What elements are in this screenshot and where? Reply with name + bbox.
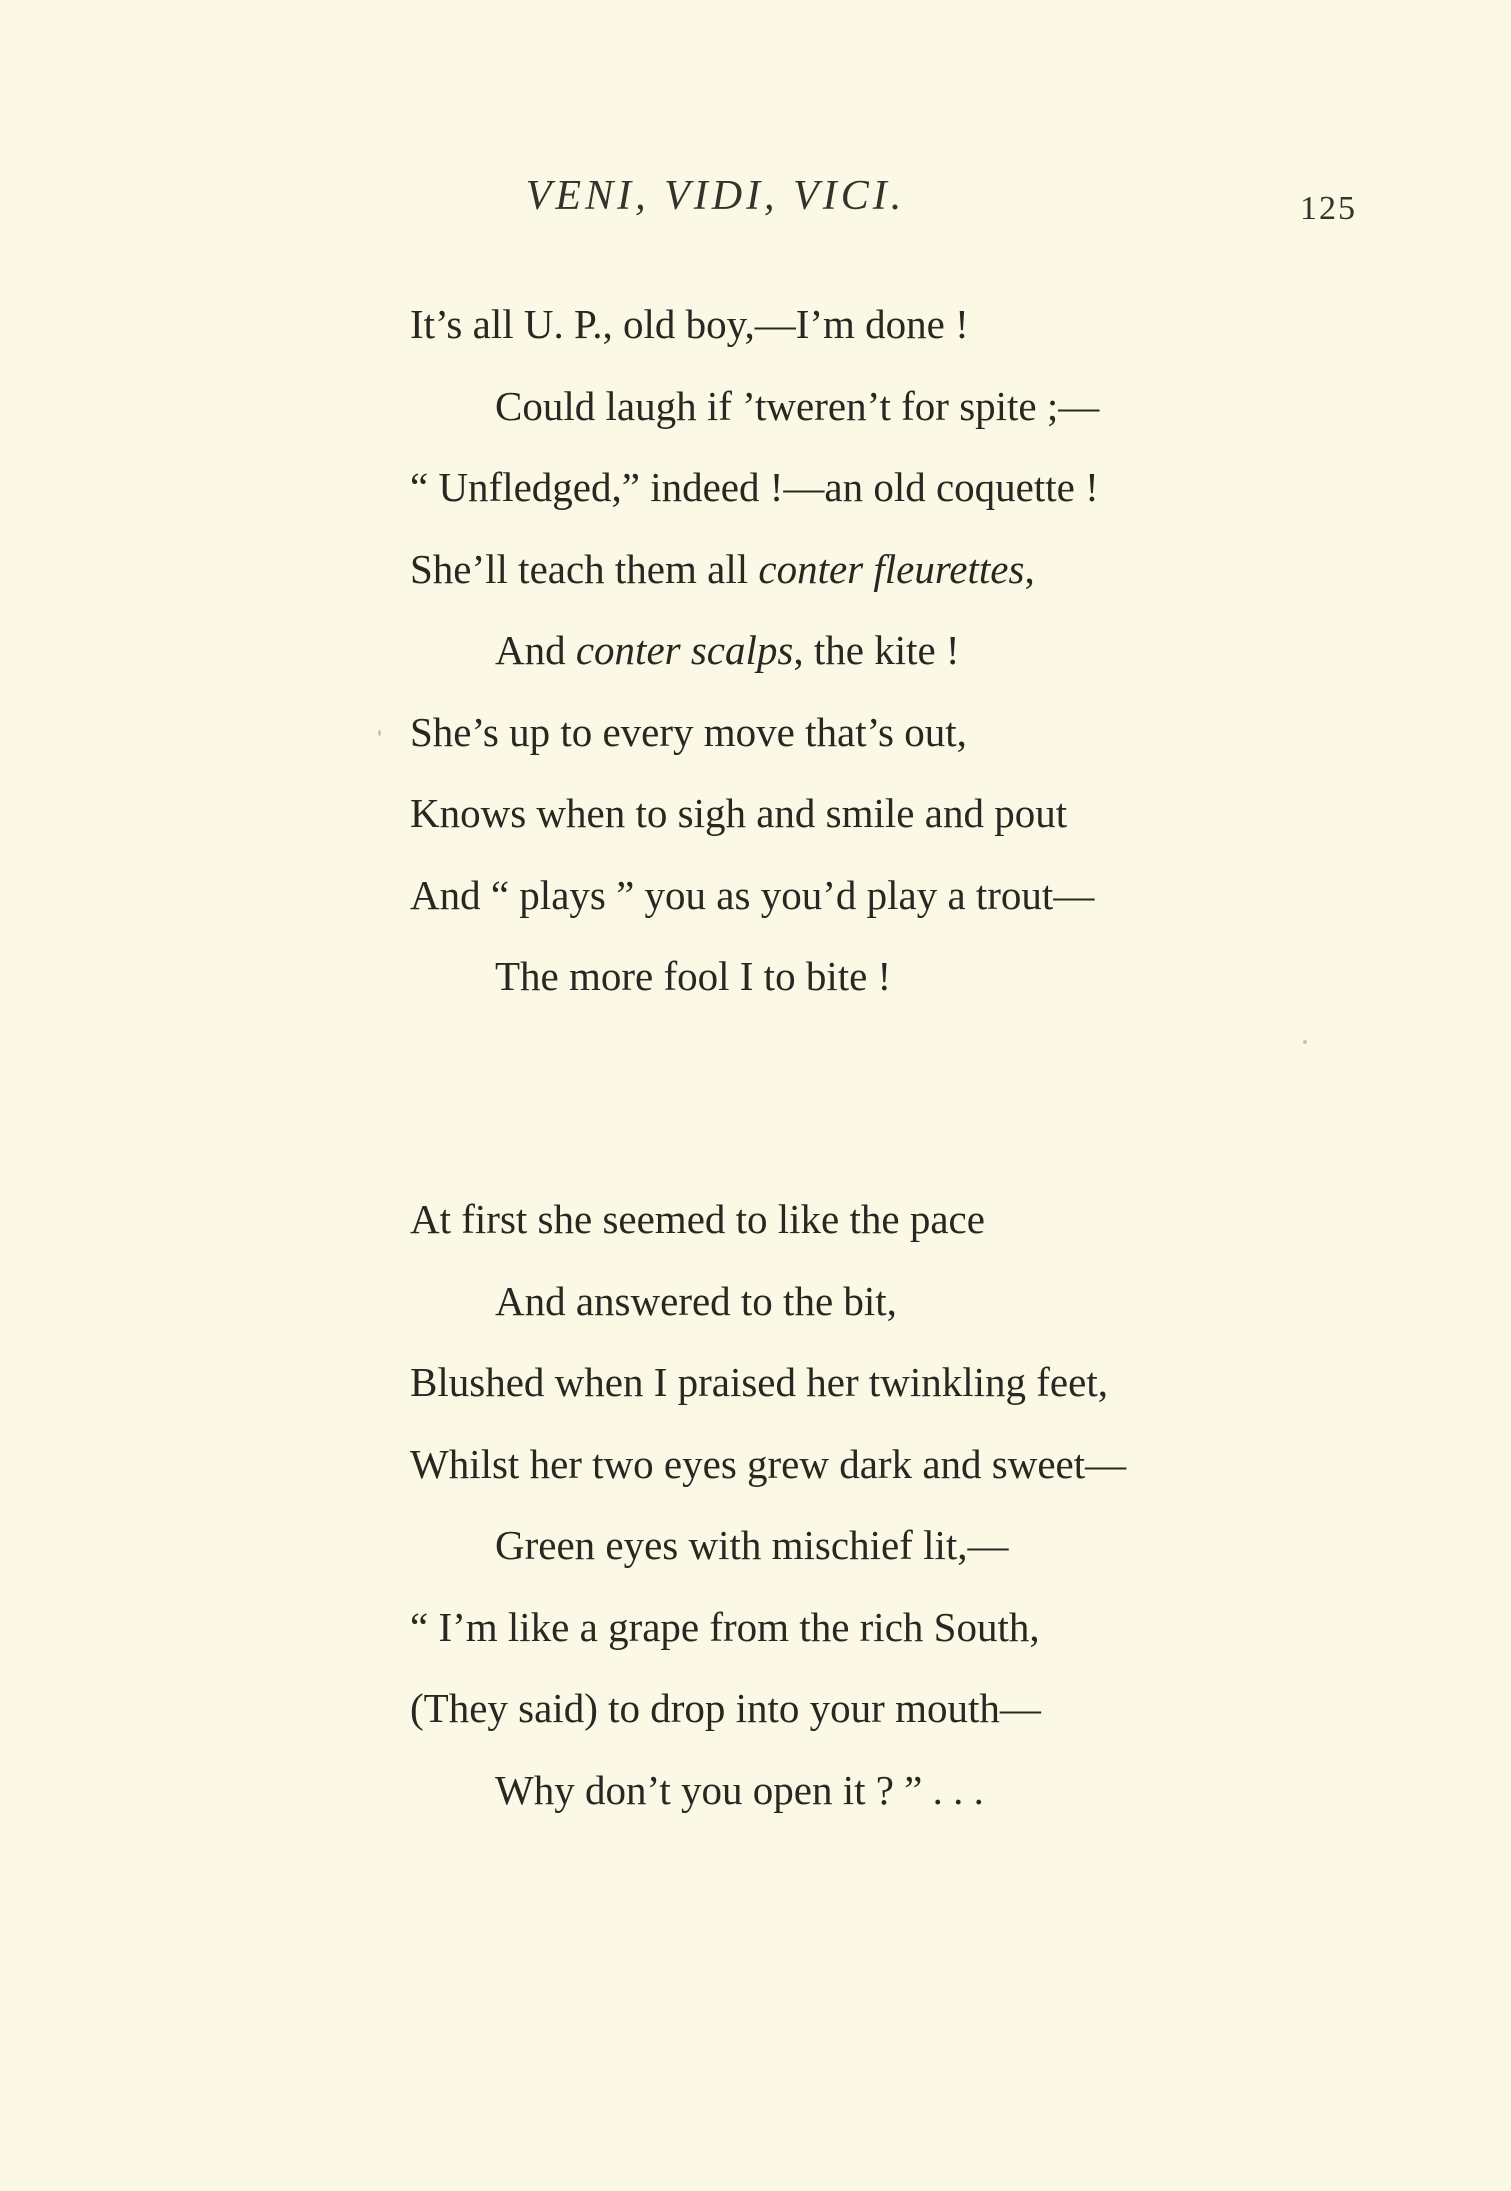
poem-line: [410, 708, 967, 756]
line-text: She’ll teach them all: [410, 545, 759, 592]
poem-line: [495, 1766, 984, 1814]
poem-line: [410, 1684, 1041, 1732]
poem-line: [410, 1440, 1126, 1488]
line-text: At first she seemed to like the pace: [410, 1196, 985, 1242]
line-text: Knows when to sigh and smile and pout: [410, 790, 1068, 836]
italic-phrase: conter fleurettes: [758, 545, 1025, 592]
line-text: (They said) to drop into your mouth—: [410, 1685, 1041, 1731]
line-text: She’s up to every move that’s out,: [410, 708, 967, 755]
poem-line: [495, 382, 1099, 430]
poem-line: [495, 952, 891, 1000]
line-text: Blushed when I praised her twinkling feet,: [410, 1359, 1108, 1405]
line-text: , the kite !: [793, 627, 960, 673]
poem-line: [495, 1277, 897, 1325]
poem-line: [410, 789, 1067, 837]
line-text: Whilst her two eyes grew dark and sweet—: [410, 1440, 1127, 1487]
line-text: And “ plays ” you as you’d play a trout—: [410, 871, 1095, 918]
poem-line: [410, 545, 1035, 593]
poem-line: [495, 1521, 1009, 1569]
line-text: “ I’m like a grape from the rich South,: [410, 1603, 1040, 1650]
poem-line: [410, 1358, 1108, 1406]
poem-line: [410, 1603, 1040, 1651]
running-title: VENI, VIDI, VICI.: [525, 173, 906, 219]
line-text: It’s all U. P., old boy,—I’m done !: [410, 301, 969, 347]
page-number: 125: [1300, 190, 1357, 227]
poem-line: [410, 300, 969, 348]
line-text: Green eyes with mischief lit,—: [495, 1522, 1009, 1568]
line-text: And answered to the bit,: [495, 1277, 897, 1324]
line-text: ,: [1024, 545, 1035, 592]
poem-line: [410, 1195, 985, 1243]
line-text: And: [495, 627, 576, 673]
poem-line: [495, 626, 960, 674]
paper-speck: [1303, 1040, 1307, 1044]
line-text: Could laugh if ’tweren’t for spite ;—: [495, 382, 1100, 429]
line-text: The more fool I to bite !: [495, 953, 892, 999]
line-text: “ Unfledged,” indeed !—an old coquette !: [410, 464, 1099, 510]
poem-line: [410, 871, 1094, 919]
italic-phrase: conter scalps: [575, 627, 794, 673]
line-text: Why don’t you open it ? ” . . .: [495, 1766, 984, 1813]
paper-speck: [378, 730, 381, 736]
poem-line: [410, 463, 1099, 511]
